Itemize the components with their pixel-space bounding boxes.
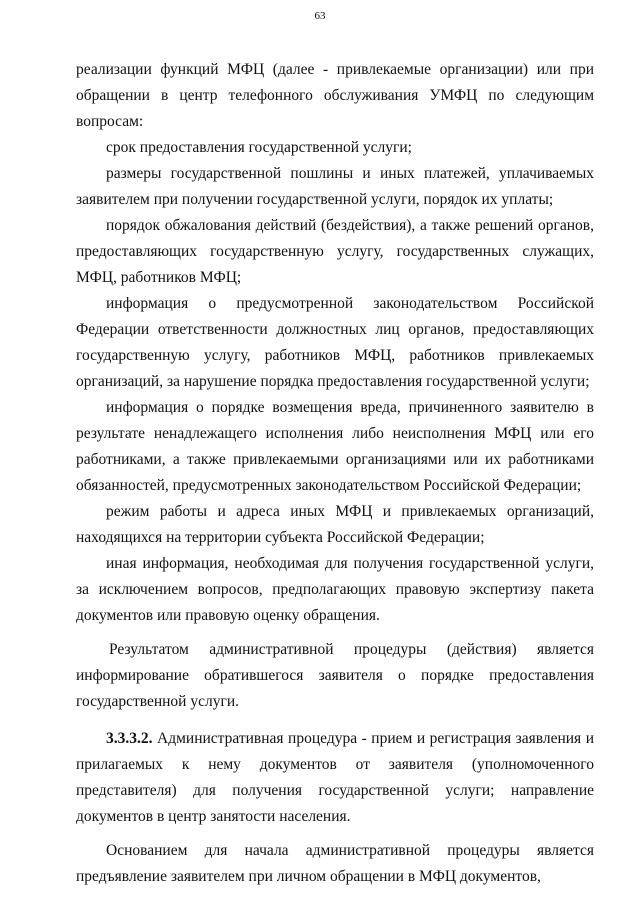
paragraph-procedure-result: Результатом административной процедуры (действия) является информирование обратившегося заявителя о порядке предоставления государственной услуги. xyxy=(76,641,594,710)
page-number: 63 xyxy=(314,10,326,22)
paragraph-work-schedule: режим работы и адреса иных МФЦ и привлекаемых организаций, находящихся на территории субъекта Российской Федерации; xyxy=(76,503,594,546)
paragraph-appeal-procedure: порядок обжалования действий (бездействия), а также решений органов, предоставляющих государственную услугу, государственных служащих, МФЦ, работников МФЦ; xyxy=(76,217,594,286)
paragraph-other-info: иная информация, необходимая для получения государственной услуги, за исключением вопросов, предполагающих правовую экспертизу пакета документов или правовую оценку обращения. xyxy=(76,555,594,624)
section-number: 3.3.3.2. xyxy=(106,730,153,747)
document-body xyxy=(76,57,594,890)
paragraph-section-3-3-3-2 xyxy=(76,726,594,830)
section-text: Административная процедура - прием и регистрация заявления и прилагаемых к нему документов от заявителя (уполномоченного представителя) для получения государственной услуги; направление документов в центр занятости населения. xyxy=(76,730,594,825)
paragraph-service-term: срок предоставления государственной услуги; xyxy=(106,139,412,156)
paragraph-liability-info: информация о предусмотренной законодательством Российской Федерации ответственности должностных лиц органов, предоставляющих государственную услугу, работников МФЦ, работников привлекаемых организаций, за нарушение порядка предоставления государственной услуги; xyxy=(76,295,594,390)
paragraph-continuation: реализации функций МФЦ (далее - привлекаемые организации) или при обращении в центр телефонного обслуживания УМФЦ по следующим вопросам: xyxy=(76,61,594,130)
paragraph-damage-compensation: информация о порядке возмещения вреда, причиненного заявителю в результате ненадлежащего исполнения либо неисполнения МФЦ или его работниками, а также привлекаемыми организациями или их работниками обязанностей, предусмотренных законодательством Российской Федерации; xyxy=(76,399,594,494)
paragraph-fees: размеры государственной пошлины и иных платежей, уплачиваемых заявителем при получении государственной услуги, порядок их уплаты; xyxy=(76,165,594,208)
paragraph-procedure-basis: Основанием для начала административной процедуры является предъявление заявителем при личном обращении в МФЦ документов, xyxy=(76,842,594,885)
